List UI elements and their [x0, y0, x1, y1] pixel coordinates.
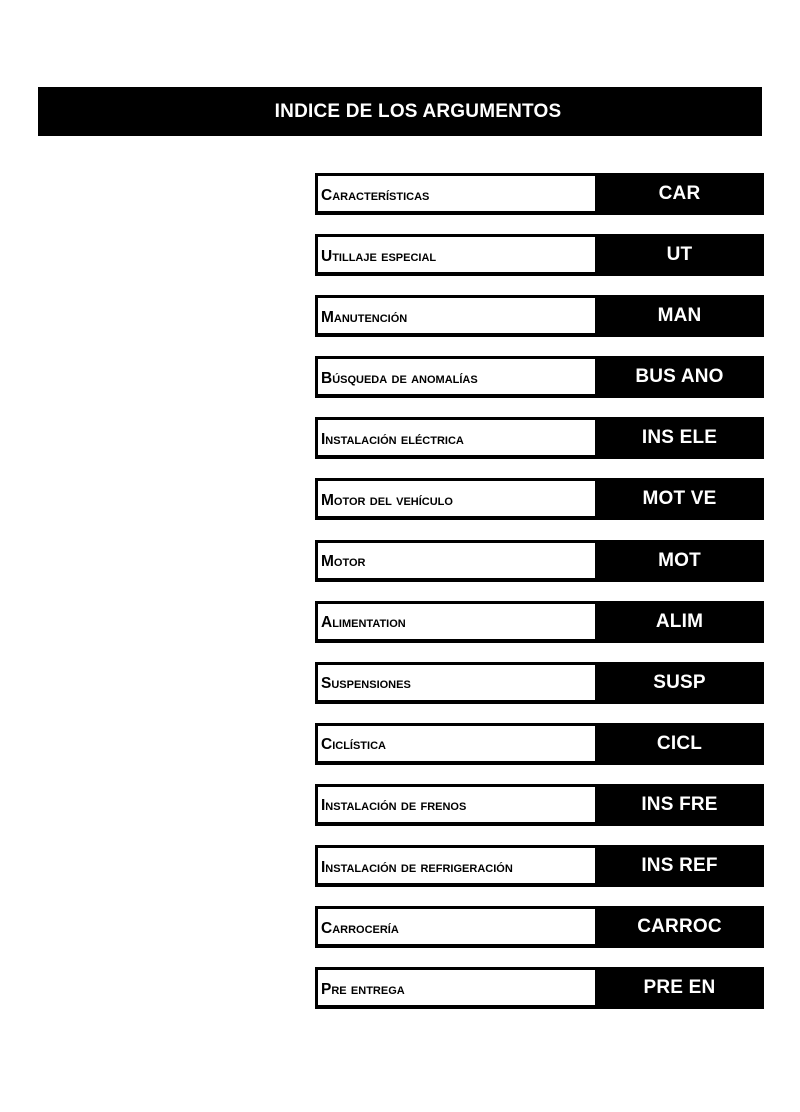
- index-row-label: Motor: [321, 553, 366, 571]
- index-row-label-box: [315, 662, 595, 704]
- index-row-label-box: [315, 295, 595, 337]
- index-row-label-box: [315, 723, 595, 765]
- index-row-label-box: [315, 601, 595, 643]
- index-row-label: Ciclística: [321, 736, 386, 754]
- index-row-label: Instalación de refrigeración: [321, 858, 513, 876]
- index-row-code: CICL: [656, 732, 703, 754]
- page-title: INDICE DE LOS ARGUMENTOS: [274, 100, 562, 122]
- index-row-pre-entrega[interactable]: [315, 967, 764, 1009]
- index-row-code: MOT: [658, 549, 701, 571]
- index-row-label-box: [315, 906, 595, 948]
- index-row-code-box: [595, 173, 764, 215]
- index-row-code-box: [595, 723, 764, 765]
- index-row-label: Motor del vehículo: [321, 491, 453, 509]
- index-row-label: Manutención: [321, 308, 408, 326]
- index-row-code: PRE EN: [643, 977, 716, 999]
- index-row-label-box: [315, 845, 595, 887]
- index-row-carroceria[interactable]: [315, 906, 764, 948]
- index-row-label: Búsqueda de anomalías: [321, 369, 478, 387]
- index-row-instalacion-de-refrigeracion[interactable]: [315, 845, 764, 887]
- index-row-code: ALIM: [655, 610, 704, 632]
- index-row-label: Características: [321, 186, 430, 204]
- index-row-code: INS REF: [641, 855, 718, 877]
- index-row-label: Pre entrega: [321, 980, 405, 998]
- index-row-label-box: [315, 234, 595, 276]
- index-row-instalacion-electrica[interactable]: [315, 417, 764, 459]
- index-row-label: Utillaje especial: [321, 247, 437, 265]
- index-list: [315, 173, 764, 1028]
- index-row-code-box: [595, 967, 764, 1009]
- index-row-label-box: [315, 356, 595, 398]
- index-row-code-box: [595, 662, 764, 704]
- index-row-code-box: [595, 295, 764, 337]
- index-row-motor[interactable]: [315, 540, 764, 582]
- index-row-label: Alimentation: [321, 614, 406, 632]
- index-row-code: MOT VE: [642, 488, 717, 510]
- index-row-label-box: [315, 967, 595, 1009]
- index-row-label: Instalación eléctrica: [321, 430, 464, 448]
- index-row-code-box: [595, 417, 764, 459]
- index-row-label-box: [315, 478, 595, 520]
- index-row-code: INS FRE: [641, 793, 718, 815]
- index-row-code-box: [595, 601, 764, 643]
- index-row-label-box: [315, 540, 595, 582]
- index-row-code-box: [595, 540, 764, 582]
- index-row-utillaje-especial[interactable]: [315, 234, 764, 276]
- index-row-manutencion[interactable]: [315, 295, 764, 337]
- index-row-ciclistica[interactable]: [315, 723, 764, 765]
- index-row-code-box: [595, 356, 764, 398]
- index-row-code: BUS ANO: [635, 366, 724, 388]
- index-row-label: Suspensiones: [321, 675, 411, 693]
- index-row-label: Instalación de frenos: [321, 797, 467, 815]
- index-header-bar: [38, 87, 762, 136]
- index-row-code: MAN: [657, 305, 702, 327]
- index-row-code: CAR: [658, 183, 701, 204]
- index-row-caracteristicas[interactable]: [315, 173, 764, 215]
- index-row-label-box: [315, 417, 595, 459]
- index-row-code-box: [595, 234, 764, 276]
- index-row-alimentation[interactable]: [315, 601, 764, 643]
- index-row-code: CARROC: [637, 916, 722, 938]
- index-row-suspensiones[interactable]: [315, 662, 764, 704]
- index-row-instalacion-de-frenos[interactable]: [315, 784, 764, 826]
- index-row-code: INS ELE: [641, 427, 718, 449]
- index-row-motor-del-vehiculo[interactable]: [315, 478, 764, 520]
- index-row-label-box: [315, 173, 595, 215]
- index-row-code-box: [595, 845, 764, 887]
- index-row-label: Carrocería: [321, 919, 399, 937]
- index-row-code-box: [595, 784, 764, 826]
- index-row-busqueda-de-anomalias[interactable]: [315, 356, 764, 398]
- index-row-code-box: [595, 478, 764, 520]
- index-row-code: SUSP: [653, 671, 706, 693]
- index-row-code-box: [595, 906, 764, 948]
- index-row-label-box: [315, 784, 595, 826]
- index-row-code: UT: [666, 244, 693, 266]
